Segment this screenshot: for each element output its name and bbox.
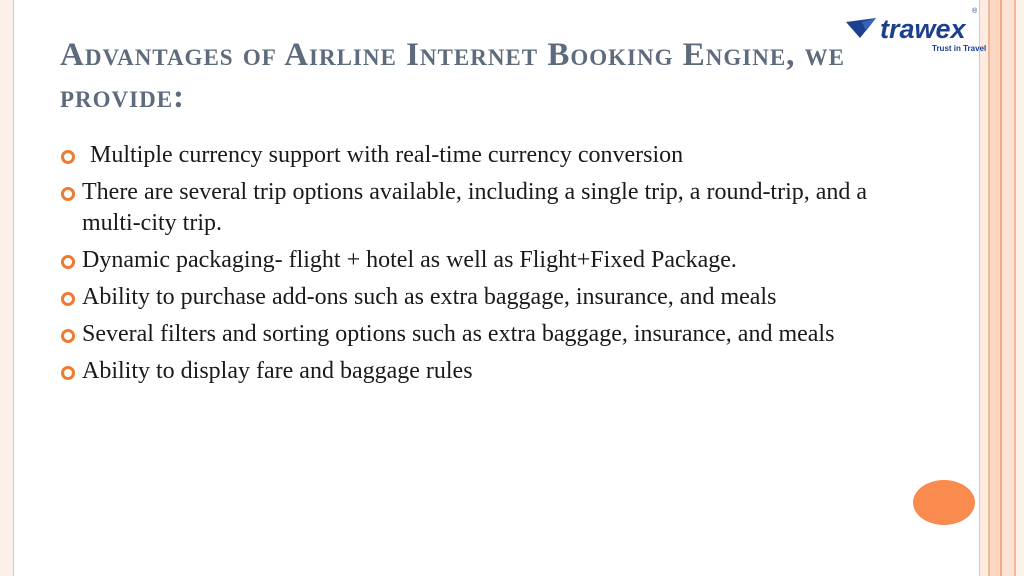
bullet-item [58, 245, 878, 276]
bullet-text: Ability to purchase add-ons such as extra baggage, insurance, and meals [82, 284, 777, 310]
logo-tagline: Trust in Travel [932, 44, 987, 53]
bullet-item [58, 177, 878, 239]
bullet-circle-icon [61, 292, 75, 306]
accent-dot [913, 480, 975, 525]
bullet-list [58, 140, 878, 393]
left-border-stripe [0, 0, 14, 576]
right-border-stripe [1016, 0, 1024, 576]
bullet-text: There are several trip options available, including a single trip, a round-trip, and a multi-city trip. [82, 179, 868, 236]
logo-brand-text: trawex [880, 14, 966, 44]
bullet-circle-icon [61, 187, 75, 201]
bullet-item [58, 356, 878, 387]
plane-arrow-icon [846, 18, 880, 45]
bullet-item [58, 319, 878, 350]
registered-mark: ® [972, 8, 978, 15]
right-border-stripe [1002, 0, 1014, 576]
slide-title: Advantages of Airline Internet Booking Engine, we provide: [60, 37, 845, 115]
right-border-stripe [990, 0, 1000, 576]
bullet-text: Multiple currency support with real-time currency conversion [90, 142, 684, 168]
right-border-stripe [980, 0, 988, 576]
bullet-item [58, 282, 878, 313]
bullet-item [58, 140, 878, 171]
bullet-circle-icon [61, 255, 75, 269]
bullet-circle-icon [61, 366, 75, 380]
trawex-logo [846, 8, 986, 58]
bullet-text: Dynamic packaging- flight + hotel as well as Flight+Fixed Package. [82, 247, 737, 273]
bullet-text: Ability to display fare and baggage rules [82, 358, 473, 384]
bullet-circle-icon [61, 150, 75, 164]
bullet-circle-icon [61, 329, 75, 343]
bullet-text: Several filters and sorting options such as extra baggage, insurance, and meals [82, 321, 835, 347]
